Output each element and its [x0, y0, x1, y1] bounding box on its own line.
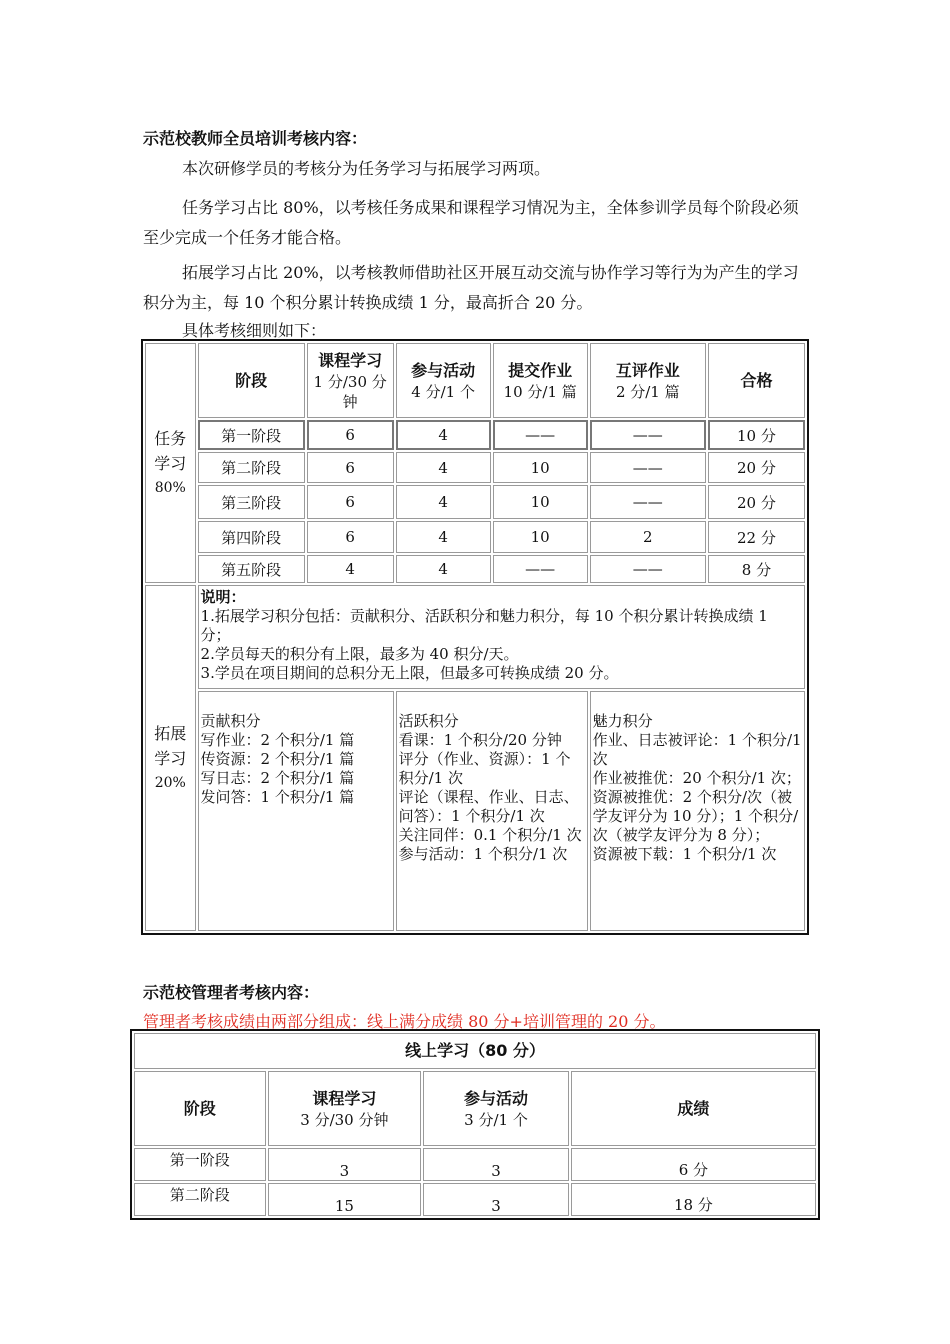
activity-cell: 4	[396, 420, 491, 450]
homework-cell: 10	[493, 452, 588, 483]
notes-cell	[198, 585, 805, 689]
manager-heading: 示范校管理者考核内容：	[143, 983, 320, 1002]
activity-cell: 3	[423, 1183, 569, 1216]
activity-cell: 4	[396, 555, 491, 583]
course-cell: 6	[307, 521, 394, 553]
activity-points-cell: 活跃积分 看课：1 个积分/20 分钟 评分（作业、资源）：1 个积分/1 次 评论（课程、作业、日志、问答）：1 个积分/1 次 关注同伴：0.1 个积分/1 次 参与活动：1 个积分/1 次	[396, 691, 588, 931]
paragraph-2: 任务学习占比 80%，以考核任务成果和课程学习情况为主，全体参训学员每个阶段必须至少完成一个任务才能合格。	[143, 198, 799, 247]
table-row	[145, 521, 805, 553]
pass-cell: 8 分	[708, 555, 805, 583]
contribution-points-cell: 贡献积分 写作业：2 个积分/1 篇 传资源：2 个积分/1 篇 写日志：2 个积分/1 篇 发问答：1 个积分/1 篇	[198, 691, 394, 931]
notes-title: 说明：	[200, 588, 246, 606]
header-course: 课程学习 3 分/30 分钟	[268, 1071, 422, 1146]
teacher-assessment-table	[141, 339, 809, 935]
header-score: 成绩	[571, 1071, 816, 1146]
table-row	[145, 485, 805, 519]
note-2: 2.学员每天的积分有上限，最多为 40 积分/天。	[200, 645, 519, 663]
table-row	[134, 1148, 816, 1181]
table-caption: 线上学习（80 分）	[134, 1033, 816, 1069]
course-cell: 6	[307, 485, 394, 519]
peer-review-cell: ——	[590, 555, 706, 583]
header-homework: 提交作业 10 分/1 篇	[493, 343, 588, 418]
paragraph-1: 本次研修学员的考核分为任务学习与拓展学习两项。	[182, 159, 551, 178]
course-cell: 6	[307, 420, 394, 450]
table-row	[145, 452, 805, 483]
peer-review-cell: ——	[590, 485, 706, 519]
homework-cell: 10	[493, 521, 588, 553]
activity-cell: 4	[396, 521, 491, 553]
charm-points-cell: 魅力积分 作业、日志被评论：1 个积分/1 次 作业被推优：20 个积分/1 次； 资源被推优：2 个积分/次（被学友评分为 10 分）；1 个积分/次（被学友评分为 8 分）； 资源被下载：1 个积分/1 次	[590, 691, 805, 931]
header-stage: 阶段	[134, 1071, 266, 1146]
peer-review-cell: ——	[590, 420, 706, 450]
stage-cell: 第一阶段	[134, 1148, 266, 1181]
header-stage: 阶段	[198, 343, 305, 418]
header-peer-review: 互评作业 2 分/1 篇	[590, 343, 706, 418]
task-learning-label: 任务 学习 80%	[145, 343, 196, 583]
stage-cell: 第二阶段	[134, 1183, 266, 1216]
header-pass: 合格	[708, 343, 805, 418]
paragraph-4: 具体考核细则如下：	[182, 321, 327, 340]
table-row	[145, 555, 805, 583]
course-cell: 3	[268, 1148, 422, 1181]
paragraph-3: 拓展学习占比 20%，以考核教师借助社区开展互动交流与协作学习等行为为产生的学习积分为主，每 10 个积分累计转换成绩 1 分，最高折合 20 分。	[143, 263, 799, 312]
note-1: 1.拓展学习积分包括：贡献积分、活跃积分和魅力积分，每 10 个积分累计转换成绩 1 分；	[200, 607, 768, 644]
activity-cell: 3	[423, 1148, 569, 1181]
homework-cell: ——	[493, 555, 588, 583]
score-cell: 18 分	[571, 1183, 816, 1216]
note-3: 3.学员在项目期间的总积分无上限，但最多可转换成绩 20 分。	[200, 664, 619, 682]
activity-cell: 4	[396, 485, 491, 519]
manager-intro: 管理者考核成绩由两部分组成：线上满分成绩 80 分+培训管理的 20 分。	[143, 1012, 666, 1031]
score-cell: 6 分	[571, 1148, 816, 1181]
stage-cell: 第五阶段	[198, 555, 305, 583]
peer-review-cell: ——	[590, 452, 706, 483]
pass-cell: 20 分	[708, 452, 805, 483]
extension-learning-label: 拓展 学习 20%	[145, 585, 196, 931]
stage-cell: 第一阶段	[198, 420, 305, 450]
pass-cell: 22 分	[708, 521, 805, 553]
header-course: 课程学习 1 分/30 分钟	[307, 343, 394, 418]
course-cell: 15	[268, 1183, 422, 1216]
activity-cell: 4	[396, 452, 491, 483]
pass-cell: 10 分	[708, 420, 805, 450]
header-activity: 参与活动 4 分/1 个	[396, 343, 491, 418]
manager-assessment-table	[130, 1029, 820, 1220]
table-row	[145, 420, 805, 450]
header-activity: 参与活动 3 分/1 个	[423, 1071, 569, 1146]
stage-cell: 第四阶段	[198, 521, 305, 553]
table-row	[134, 1183, 816, 1216]
course-cell: 6	[307, 452, 394, 483]
pass-cell: 20 分	[708, 485, 805, 519]
stage-cell: 第二阶段	[198, 452, 305, 483]
teacher-heading: 示范校教师全员培训考核内容：	[143, 129, 368, 148]
homework-cell: 10	[493, 485, 588, 519]
homework-cell: ——	[493, 420, 588, 450]
peer-review-cell: 2	[590, 521, 706, 553]
stage-cell: 第三阶段	[198, 485, 305, 519]
course-cell: 4	[307, 555, 394, 583]
